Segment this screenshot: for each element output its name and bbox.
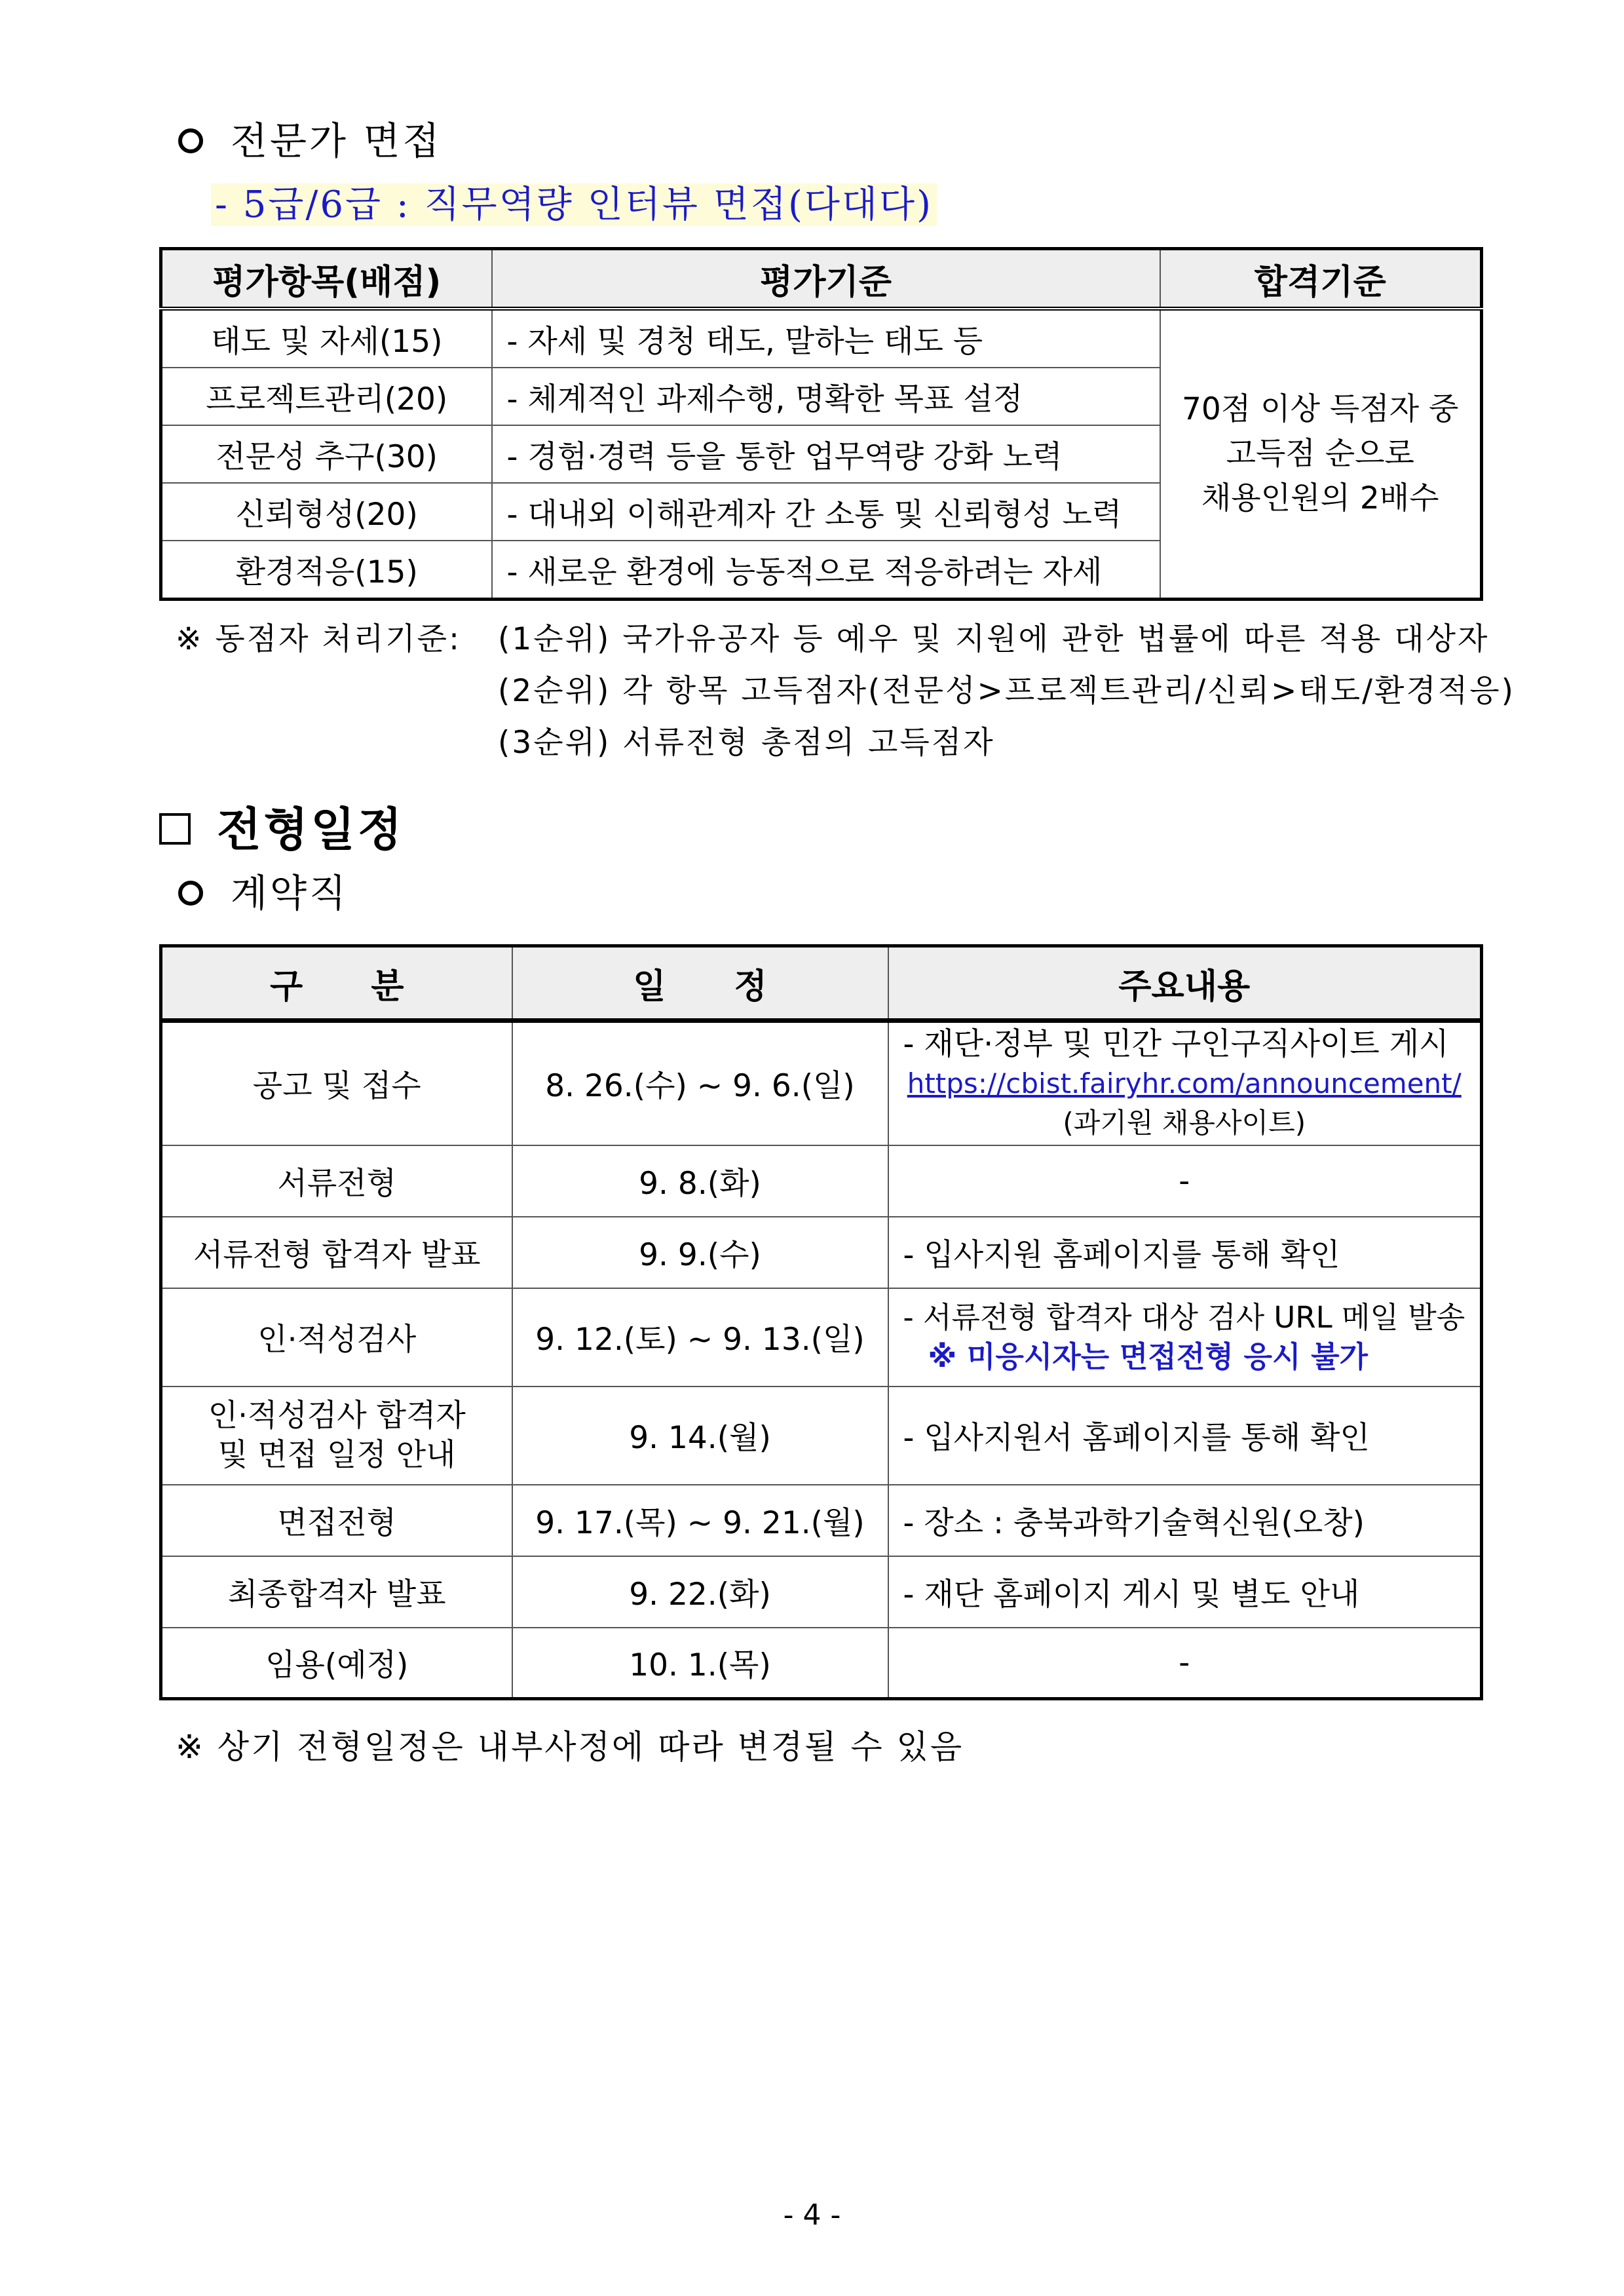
square-bullet-icon <box>159 813 191 845</box>
table-row <box>161 1387 1482 1485</box>
date-cell: 8. 26.(수) ~ 9. 6.(일) <box>512 1021 888 1145</box>
content-cell: - 재단·정부 및 민간 구인구직사이트 게시 https://cbist.fairyhr.com/announcement/ (과기원 채용사이트) <box>888 1021 1482 1145</box>
eval-criteria: - 대내외 이해관계자 간 소통 및 신뢰형성 노력 <box>492 483 1160 541</box>
content-cell: - <box>888 1145 1482 1217</box>
table-row <box>161 1021 1482 1145</box>
stage-cell: 최종합격자 발표 <box>161 1556 512 1628</box>
content-cell: - 서류전형 합격자 대상 검사 URL 메일 발송 ※ 미응시자는 면접전형 응시 불가 <box>888 1288 1482 1387</box>
content-cell: - 입사지원서 홈페이지를 통해 확인 <box>888 1387 1482 1485</box>
header-pass-criteria: 합격기준 <box>1160 249 1482 309</box>
pass-criteria-cell: 70점 이상 득점자 중 고득점 순으로 채용인원의 2배수 <box>1160 309 1482 600</box>
eval-item: 프로젝트관리(20) <box>161 368 492 425</box>
date-cell: 9. 9.(수) <box>512 1217 888 1288</box>
date-cell: 9. 14.(월) <box>512 1387 888 1485</box>
warning-note: ※ 미응시자는 면접전형 응시 불가 <box>928 1339 1369 1374</box>
header-date: 일 정 <box>512 946 888 1021</box>
header-eval-criteria: 평가기준 <box>492 249 1160 309</box>
interview-subheading: - 5급/6급 : 직무역량 인터뷰 면접(다대다) <box>211 176 937 228</box>
header-content: 주요내용 <box>888 946 1482 1021</box>
schedule-footnote: ※ 상기 전형일정은 내부사정에 따라 변경될 수 있음 <box>176 1728 964 1766</box>
table-row <box>161 309 1482 368</box>
stage-cell: 인·적성검사 <box>161 1288 512 1387</box>
stage-cell: 서류전형 <box>161 1145 512 1217</box>
date-cell: 9. 8.(화) <box>512 1145 888 1217</box>
tie-rule-line-3: (3순위) 서류전형 총점의 고득점자 <box>498 725 995 761</box>
tie-rule-line-2: (2순위) 각 항목 고득점자(전문성>프로젝트관리/신뢰>태도/환경적응) <box>498 673 1515 709</box>
header-eval-item: 평가항목(배점) <box>161 249 492 309</box>
stage-cell: 면접전형 <box>161 1485 512 1556</box>
table-header-row <box>161 946 1482 1021</box>
eval-item: 환경적응(15) <box>161 541 492 600</box>
eval-item: 태도 및 자세(15) <box>161 309 492 368</box>
section-expert-interview-heading: 전문가 면접 <box>178 110 442 165</box>
eval-criteria: - 체계적인 과제수행, 명확한 목표 설정 <box>492 368 1160 425</box>
eval-criteria: - 새로운 환경에 능동적으로 적응하려는 자세 <box>492 541 1160 600</box>
table-header-row <box>161 249 1482 309</box>
date-cell: 9. 22.(화) <box>512 1556 888 1628</box>
stage-cell: 공고 및 접수 <box>161 1021 512 1145</box>
recruit-site-link[interactable]: https://cbist.fairyhr.com/announcement/ <box>907 1067 1462 1100</box>
stage-cell: 서류전형 합격자 발표 <box>161 1217 512 1288</box>
header-stage: 구 분 <box>161 946 512 1021</box>
tie-rule-line-1: (1순위) 국가유공자 등 예우 및 지원에 관한 법률에 따른 적용 대상자 <box>498 621 1490 657</box>
table-row <box>161 1217 1482 1288</box>
stage-cell: 임용(예정) <box>161 1628 512 1699</box>
eval-criteria: - 경험·경력 등을 통한 업무역량 강화 노력 <box>492 425 1160 483</box>
contract-subheading: 계약직 <box>178 862 349 917</box>
date-cell: 9. 17.(목) ~ 9. 21.(월) <box>512 1485 888 1556</box>
table-row <box>161 1556 1482 1628</box>
table-row <box>161 1628 1482 1699</box>
eval-item: 신뢰형성(20) <box>161 483 492 541</box>
table-row <box>161 1485 1482 1556</box>
content-cell: - <box>888 1628 1482 1699</box>
circle-bullet-icon <box>178 128 203 153</box>
content-cell: - 재단 홈페이지 게시 및 별도 안내 <box>888 1556 1482 1628</box>
stage-cell: 인·적성검사 합격자 및 면접 일정 안내 <box>161 1387 512 1485</box>
tie-rule-label: ※ 동점자 처리기준: <box>176 621 461 657</box>
content-cell: - 입사지원 홈페이지를 통해 확인 <box>888 1217 1482 1288</box>
table-row <box>161 1288 1482 1387</box>
table-row <box>161 1145 1482 1217</box>
eval-criteria: - 자세 및 경청 태도, 말하는 태도 등 <box>492 309 1160 368</box>
page-number: - 4 - <box>783 2198 841 2232</box>
content-cell: - 장소 : 충북과학기술혁신원(오창) <box>888 1485 1482 1556</box>
evaluation-criteria-table <box>159 247 1483 601</box>
eval-item: 전문성 추구(30) <box>161 425 492 483</box>
date-cell: 10. 1.(목) <box>512 1628 888 1699</box>
schedule-heading: 전형일정 <box>159 793 404 859</box>
circle-bullet-icon <box>178 881 203 906</box>
date-cell: 9. 12.(토) ~ 9. 13.(일) <box>512 1288 888 1387</box>
schedule-table <box>159 944 1483 1700</box>
